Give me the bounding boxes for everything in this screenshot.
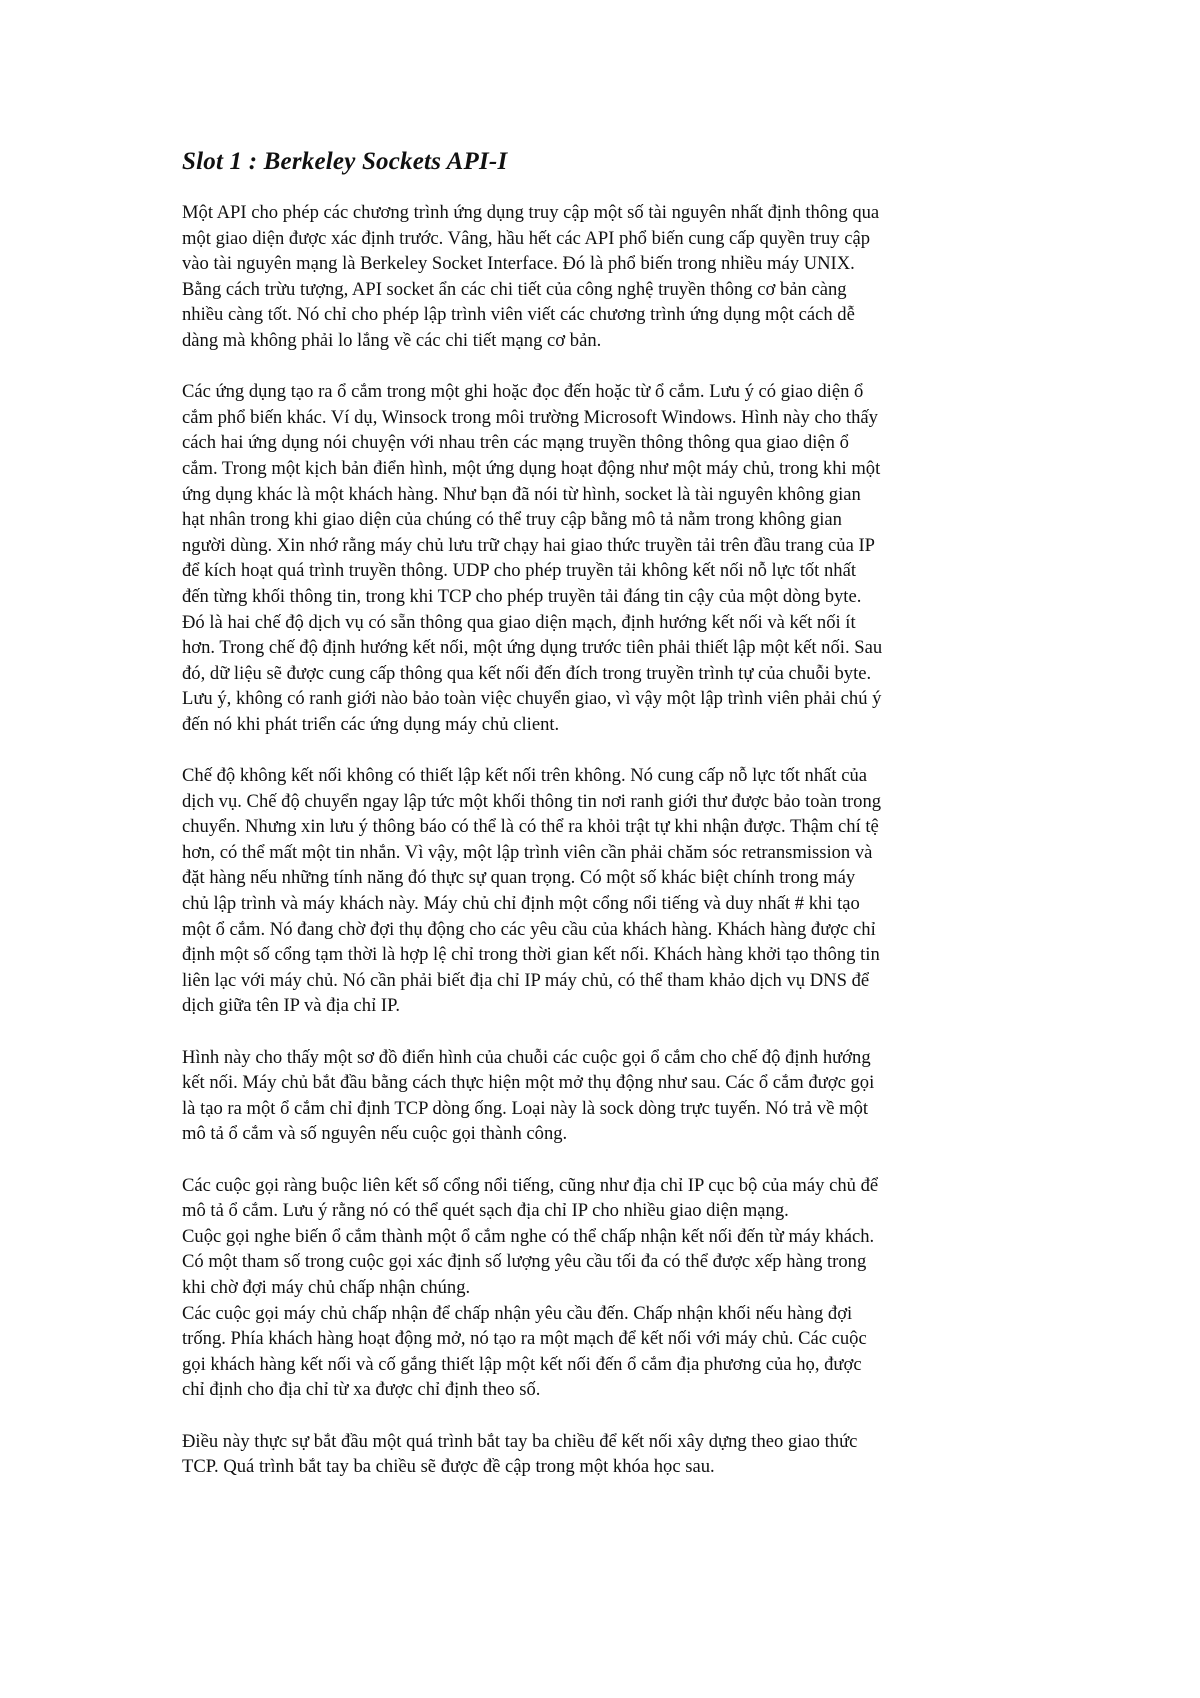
text-line: Cuộc gọi nghe biến ổ cắm thành một ổ cắm nghe có thể chấp nhận kết nối đến từ máy khách. — [182, 1225, 875, 1247]
text-line: Điều này thực sự bắt đầu một quá trình bắt tay ba chiều để kết nối xây dựng theo giao thức — [182, 1430, 858, 1452]
document-title: Slot 1 : Berkeley Sockets API-I — [182, 148, 508, 175]
text-line: đặt hàng nếu những tính năng đó thực sự quan trọng. Có một số khác biệt chính trong máy — [182, 867, 856, 889]
text-line: đến từng khối thông tin, trong khi TCP cho phép truyền tải đáng tin cậy của một dòng byte. — [182, 585, 862, 607]
text-line: Các cuộc gọi ràng buộc liên kết số cổng nổi tiếng, cũng như địa chỉ IP cục bộ của máy chủ để — [182, 1174, 879, 1196]
text-line: đó, dữ liệu sẽ được cung cấp thông qua kết nối đến đích trong truyền trình tự của chuỗi byte. — [182, 662, 872, 684]
text-line: hạt nhân trong khi giao diện của chúng có thể truy cập bằng mô tả nằm trong không gian — [182, 509, 842, 531]
text-line: Các ứng dụng tạo ra ổ cắm trong một ghi hoặc đọc đến hoặc từ ổ cắm. Lưu ý có giao diện ổ — [182, 381, 864, 403]
text-line: mô tả ổ cắm và số nguyên nếu cuộc gọi thành công. — [182, 1123, 568, 1145]
text-line: trống. Phía khách hàng hoạt động mở, nó tạo ra một mạch để kết nối với máy chủ. Các cuộc — [182, 1328, 867, 1350]
text-line: dịch vụ. Chế độ chuyển ngay lập tức một khối thông tin nơi ranh giới thư được bảo toàn trong — [182, 790, 882, 812]
document-body — [182, 146, 1027, 1505]
text-line: Có một tham số trong cuộc gọi xác định số lượng yêu cầu tối đa có thể được xếp hàng trong — [182, 1251, 867, 1273]
text-line: cắm phổ biến khác. Ví dụ, Winsock trong môi trường Microsoft Windows. Hình này cho thấy — [182, 406, 878, 428]
text-line: một giao diện được xác định trước. Vâng, hầu hết các API phổ biến cung cấp quyền truy cập — [182, 227, 870, 249]
text-line: nhiều càng tốt. Nó chỉ cho phép lập trình viên viết các chương trình ứng dụng một cách dễ — [182, 304, 855, 326]
text-line: là tạo ra một ổ cắm chỉ định TCP dòng ống. Loại này là sock dòng trực tuyến. Nó trả về một — [182, 1097, 869, 1119]
text-line: gọi khách hàng kết nối và cố gắng thiết lập một kết nối đến ổ cắm địa phương của họ, được — [182, 1353, 862, 1375]
text-line: kết nối. Máy chủ bắt đầu bằng cách thực hiện một mở thụ động như sau. Các ổ cắm được gọi — [182, 1072, 875, 1094]
paragraph — [182, 763, 1027, 1019]
text-line: khi chờ đợi máy chủ chấp nhận chúng. — [182, 1276, 471, 1298]
text-line: Lưu ý, không có ranh giới nào bảo toàn việc chuyển giao, vì vậy một lập trình viên phải chú ý — [182, 688, 882, 710]
paragraph — [182, 1173, 1027, 1403]
text-line: người dùng. Xin nhớ rằng máy chủ lưu trữ chạy hai giao thức truyền tải trên đầu trang của IP — [182, 534, 876, 556]
paragraph — [182, 1045, 1027, 1147]
text-line: chỉ định cho địa chỉ từ xa được chỉ định theo số. — [182, 1379, 541, 1401]
text-line: chuyển. Nhưng xin lưu ý thông báo có thể là có thể ra khỏi trật tự khi nhận được. Thậm chí tệ — [182, 816, 879, 838]
paragraph — [182, 200, 1027, 354]
text-line: TCP. Quá trình bắt tay ba chiều sẽ được đề cập trong một khóa học sau. — [182, 1456, 715, 1478]
text-line: hơn. Trong chế độ định hướng kết nối, một ứng dụng trước tiên phải thiết lập một kết nối. Sau — [182, 637, 883, 659]
text-line: Bằng cách trừu tượng, API socket ẩn các chi tiết của công nghệ truyền thông cơ bản càng — [182, 278, 847, 300]
text-line: chủ lập trình và máy khách này. Máy chủ chỉ định một cổng nổi tiếng và duy nhất # khi tạo — [182, 893, 860, 915]
paragraph — [182, 379, 1027, 737]
text-line: Hình này cho thấy một sơ đồ điển hình của chuỗi các cuộc gọi ổ cắm cho chế độ định hướng — [182, 1046, 871, 1068]
text-line: dàng mà không phải lo lắng về các chi tiết mạng cơ bản. — [182, 329, 602, 351]
text-line: vào tài nguyên mạng là Berkeley Socket Interface. Đó là phổ biến trong nhiều máy UNIX. — [182, 253, 855, 275]
text-line: Một API cho phép các chương trình ứng dụng truy cập một số tài nguyên nhất định thông qua — [182, 202, 880, 223]
text-line: liên lạc với máy chủ. Nó cần phải biết địa chỉ IP máy chủ, có thể tham khảo dịch vụ DNS để — [182, 969, 870, 991]
text-line: một ổ cắm. Nó đang chờ đợi thụ động cho các yêu cầu của khách hàng. Khách hàng được chỉ — [182, 918, 876, 940]
paragraph-list — [182, 200, 1027, 1480]
text-line: ứng dụng khác là một khách hàng. Như bạn đã nói từ hình, socket là tài nguyên không gian — [182, 483, 861, 505]
text-line: cắm. Trong một kịch bản điển hình, một ứng dụng hoạt động như một máy chủ, trong khi một — [182, 457, 881, 479]
text-line: Đó là hai chế độ dịch vụ có sẵn thông qua giao diện mạch, định hướng kết nối và kết nối ít — [182, 611, 856, 633]
text-line: để kích hoạt quá trình truyền thông. UDP cho phép truyền tải không kết nối nỗ lực tốt nhất — [182, 560, 856, 582]
text-line: Chế độ không kết nối không có thiết lập kết nối trên không. Nó cung cấp nỗ lực tốt nhất của — [182, 765, 867, 787]
text-line: đến nó khi phát triển các ứng dụng máy chủ client. — [182, 713, 560, 735]
text-line: dịch giữa tên IP và địa chỉ IP. — [182, 995, 401, 1017]
text-line: mô tả ổ cắm. Lưu ý rằng nó có thể quét sạch địa chỉ IP cho nhiều giao diện mạng. — [182, 1200, 789, 1222]
text-line: hơn, có thể mất một tin nhắn. Vì vậy, một lập trình viên cần phải chăm sóc retransmission và — [182, 841, 873, 863]
paragraph — [182, 1429, 1027, 1480]
text-line: cách hai ứng dụng nói chuyện với nhau trên các mạng truyền thông thông qua giao diện ổ — [182, 432, 849, 454]
text-line: Các cuộc gọi máy chủ chấp nhận để chấp nhận yêu cầu đến. Chấp nhận khối nếu hàng đợi — [182, 1302, 853, 1324]
text-line: định một số cổng tạm thời là hợp lệ chỉ trong thời gian kết nối. Khách hàng khởi tạo thông tin — [182, 944, 880, 966]
